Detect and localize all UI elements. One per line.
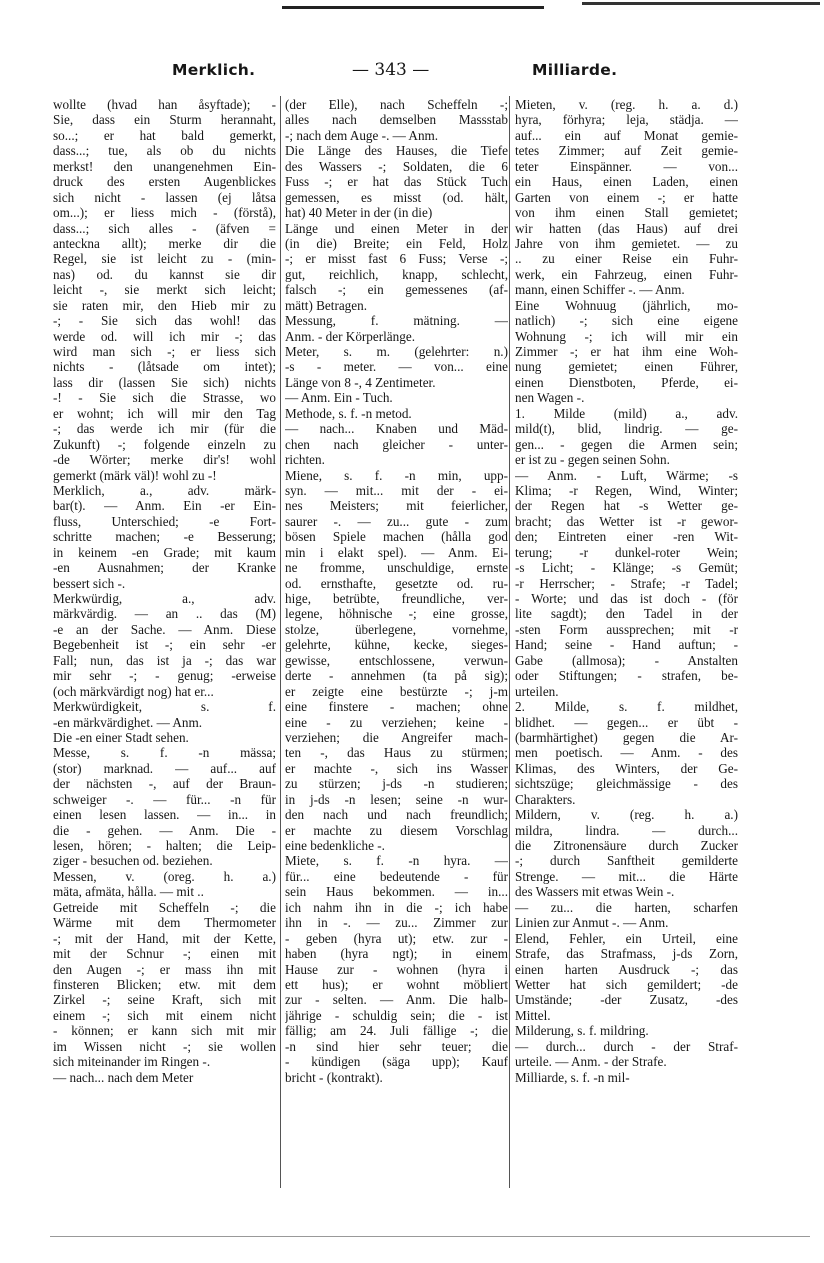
text-line: Die -en einer Stadt sehen.: [53, 729, 189, 745]
text-line: gen... - gegen die Armen sein;: [515, 436, 738, 452]
text-line: Meter, s. m. (gelehrter: n.): [285, 344, 508, 359]
text-line: eine - zu verziehen; keine -: [285, 714, 508, 730]
text-line: Mildern, v. (reg. h. a.): [515, 807, 738, 823]
text-line: in j-ds -n lesen; seine -n wur-: [285, 791, 508, 807]
text-line: Mittel.: [515, 1007, 551, 1023]
text-line: Begebenheit ist -; ein sehr -er: [53, 637, 276, 653]
text-line: -! - Sie sich die Strasse, wo: [53, 390, 276, 406]
text-line: zur - selten. — Anm. Die halb-: [285, 992, 508, 1008]
text-line: einem -; sich mit einem nicht: [53, 1007, 276, 1023]
text-line: nes Meisters; mit feierlicher,: [285, 498, 508, 514]
text-line: -s - meter. — von... eine: [285, 359, 508, 375]
text-column-middle: [285, 97, 508, 1182]
text-line: fällig; am 24. Juli fällige -; die: [285, 1023, 508, 1039]
text-line: Messen, v. (oreg. h. a.): [53, 868, 276, 884]
text-line: auf... ein auf Monat gemie-: [515, 127, 738, 143]
top-decorative-rule: [282, 6, 544, 9]
text-line: - geben (hyra ut); etw. zur -: [285, 930, 508, 946]
text-line: des Wassers -; Soldaten, die 6: [285, 158, 508, 174]
text-line: einen lesen lassen. — in... in: [53, 807, 276, 823]
text-line: sie raten mir, den Hieb mir zu: [53, 297, 276, 313]
text-line: derte - annehmen (ta på sig);: [285, 668, 508, 684]
text-line: mäta, afmäta, hålla. — mit ..: [53, 884, 204, 900]
text-line: od. ernsthafte, gesetzte od. ru-: [285, 575, 508, 591]
text-line: .. zu einer Reise ein Fuhr-: [515, 251, 738, 267]
text-line: Klima; -r Regen, Wind, Winter;: [515, 482, 738, 498]
text-line: im Wissen nicht -; sie wollen: [53, 1038, 276, 1054]
text-line: bösen Spiele machen (hålla god: [285, 529, 508, 545]
text-line: wird man sich -; er liess sich: [53, 344, 276, 359]
text-line: gelehrte, kühne, kecke, sieges-: [285, 637, 508, 653]
text-line: Eine Wohnuug (jährlich, mo-: [515, 297, 738, 313]
text-line: -; - Sie sich das wohl! das: [53, 313, 276, 329]
text-line: merkst! den unangenehmen Ein-: [53, 158, 276, 174]
text-line: richten.: [285, 452, 325, 468]
text-line: Strafe, das Strafmass, j-ds Zorn,: [515, 946, 738, 962]
text-line: Miene, s. f. -n min, upp-: [285, 467, 508, 483]
text-line: Umstände; -der Zusatz, -des: [515, 992, 738, 1008]
text-line: er ist zu - gegen seinen Sohn.: [515, 452, 670, 468]
text-line: mit der Schnur -; einen mit: [53, 946, 276, 962]
text-line: für... eine bedeutende - für: [285, 868, 508, 884]
text-line: wollte (hvad han åsyftade); -: [53, 97, 276, 112]
text-line: Länge von 8 -, 4 Zentimeter.: [285, 374, 436, 390]
text-line: chen nach gleicher - unter-: [285, 436, 508, 452]
text-line: in keinem -en Grade; mit kaum: [53, 544, 276, 560]
text-line: hige, betrübte, freundliche, ver-: [285, 591, 508, 606]
column-divider-2: [509, 96, 510, 1188]
text-line: gemerkt (märk väl)! wohl zu -!: [53, 467, 217, 483]
text-line: bricht - (kontrakt).: [285, 1069, 383, 1085]
text-line: Hand; seine - Hand auftun; -: [515, 637, 738, 653]
text-line: so...; er hat bald gemerkt,: [53, 127, 276, 143]
text-line: Messe, s. f. -n mässa;: [53, 745, 276, 761]
text-line: werk, ein Fahrzeug, einen Fuhr-: [515, 266, 738, 282]
text-line: anteckna allt); merke dir die: [53, 235, 276, 251]
text-line: schritte machen; -e Besserung;: [53, 529, 276, 545]
text-line: -sten Form aussprechen; mit -r: [515, 621, 738, 637]
text-line: (stor) marknad. — auf... auf: [53, 760, 276, 776]
text-line: (in die) Breite; ein Feld, Holz: [285, 235, 508, 251]
text-line: -en märkvärdighet. — Anm.: [53, 714, 203, 730]
header-right-catchword: Milliarde.: [532, 61, 618, 79]
text-line: oder Stiftungen; - strafen, be-: [515, 668, 738, 684]
text-line: die Zitronensäure durch Zucker: [515, 838, 738, 853]
text-line: Charakters.: [515, 791, 576, 807]
text-line: Sie, dass ein Sturm herannaht,: [53, 112, 276, 128]
text-line: finsteren Blicken; etw. mit dem: [53, 976, 276, 992]
text-line: er machte -, sich ins Wasser: [285, 760, 508, 776]
text-line: tetes Zimmer; auf Zeit gemie-: [515, 143, 738, 159]
text-line: nen Wagen -.: [515, 390, 585, 406]
text-line: Merklich, a., adv. märk-: [53, 482, 276, 498]
text-line: Fall; nun, das ist ja -; das war: [53, 652, 276, 668]
text-line: -en Ausnahmen; der Kranke: [53, 560, 276, 576]
text-line: natlich) -; sich eine eigene: [515, 313, 738, 329]
text-line: mir sehr -; - genug; -erweise: [53, 668, 276, 684]
text-line: Wärme mit dem Thermometer: [53, 915, 276, 931]
text-line: märkvärdig. — an .. das (M): [53, 606, 276, 622]
text-column-left: [53, 97, 276, 1182]
text-line: min i elakt spel). — Anm. Ei-: [285, 544, 508, 560]
text-line: mätt) Betragen.: [285, 297, 368, 313]
text-line: syn. — mit... mit der - ei-: [285, 482, 508, 498]
text-line: - Worte; und das ist doch - (för: [515, 591, 738, 606]
text-line: -s Licht; - Klänge; -s Gemüt;: [515, 560, 738, 576]
page-header: [50, 58, 790, 82]
text-line: -; er misst fast 6 Fuss; Verse -;: [285, 251, 508, 267]
text-line: haben (hyra ngt); in einem: [285, 946, 508, 962]
text-line: bracht; das Wetter ist -r gewor-: [515, 513, 738, 529]
text-line: der Regen hat -s Wetter ge-: [515, 498, 738, 514]
text-line: mild(t), blid, lindrig. — ge-: [515, 421, 738, 437]
text-line: Garten von einem -; er hatte: [515, 189, 738, 205]
text-line: gemessen, es misst (od. hält,: [285, 189, 508, 205]
text-line: jährige - schuldig sein; die - ist: [285, 1007, 508, 1023]
text-line: -; mit der Hand, mit der Kette,: [53, 930, 276, 946]
text-line: Zimmer -; er hat ihm eine Woh-: [515, 344, 738, 359]
page-number: — 343 —: [352, 60, 430, 80]
text-column-right: [515, 97, 738, 1182]
bottom-rule: [50, 1236, 810, 1237]
text-line: dass...; sich alles - (äfven =: [53, 220, 276, 236]
text-line: -e an der Sache. — Anm. Diese: [53, 621, 276, 637]
text-line: dass...; tue, als ob du nichts: [53, 143, 276, 159]
text-line: die - gehen. — Anm. Die -: [53, 822, 276, 838]
text-line: einen harten Ausdruck -; das: [515, 961, 738, 977]
text-line: -n sind hier sehr teuer; die: [285, 1038, 508, 1054]
text-line: terung; -r dunkel-roter Wein;: [515, 544, 738, 560]
text-line: Klimas, des Winters, der Ge-: [515, 760, 738, 776]
text-line: Zirkel -; seine Kraft, sich mit: [53, 992, 276, 1008]
text-line: 1. Milde (mild) a., adv.: [515, 405, 738, 421]
text-line: -; durch Sanftheit gemilderte: [515, 853, 738, 869]
text-line: legene, höhnische -; eine grosse,: [285, 606, 508, 622]
text-line: Linien zur Anmut -. — Anm.: [515, 915, 669, 931]
text-line: (och märkvärdigt nog) hat er...: [53, 683, 214, 699]
text-line: Gabe (allmosa); - Anstalten: [515, 652, 738, 668]
text-line: bessert sich -.: [53, 575, 126, 591]
text-line: lesen, hören; - halten; die Leip-: [53, 838, 276, 853]
text-line: Milderung, s. f. mildring.: [515, 1023, 649, 1039]
text-line: sichtszüge; gleichmässige - des: [515, 776, 738, 792]
text-line: Wetter hat sich gemildert; -de: [515, 976, 738, 992]
text-line: ich nahm ihn in die -; ich habe: [285, 899, 508, 915]
text-line: er wohnt; ich will mir den Tag: [53, 405, 276, 421]
top-decorative-rule-right: [582, 2, 820, 5]
text-line: eine bedenkliche -.: [285, 838, 385, 853]
text-line: — Anm. Ein - Tuch.: [285, 390, 393, 406]
text-line: des Wassers mit etwas Wein -.: [515, 884, 675, 900]
text-line: Zukunft) -; folgende einzeln zu: [53, 436, 276, 452]
text-line: Merkwürdigkeit, s. f.: [53, 699, 276, 715]
text-line: alles nach demselben Massstab: [285, 112, 508, 128]
text-line: sich nicht - lassen (ej låtsa: [53, 189, 276, 205]
text-line: blidhet. — gegen... er übt -: [515, 714, 738, 730]
text-line: (der Elle), nach Scheffeln -;: [285, 97, 508, 112]
text-line: Getreide mit Scheffeln -; die: [53, 899, 276, 915]
text-line: wir hatten (das Haus) auf drei: [515, 220, 738, 236]
text-line: — nach... Knaben und Mäd-: [285, 421, 508, 437]
text-line: einen Dienstboten, Pferde, ei-: [515, 374, 738, 390]
text-line: den Augen -; er mass ihn mit: [53, 961, 276, 977]
text-line: (barmhärtighet) gegen die Ar-: [515, 729, 738, 745]
text-line: 2. Milde, s. f. mildhet,: [515, 699, 738, 715]
text-line: teter Einspänner. — von...: [515, 158, 738, 174]
text-line: — durch... durch - der Straf-: [515, 1038, 738, 1054]
text-line: zu stürzen; j-ds -n studieren;: [285, 776, 508, 792]
text-line: Wohnung -; ich will mir ein: [515, 328, 738, 344]
text-line: Mieten, v. (reg. h. a. d.): [515, 97, 738, 112]
text-line: Länge und einen Meter in der: [285, 220, 508, 236]
text-line: stolze, überlegene, vornehme,: [285, 621, 508, 637]
text-line: Anm. - der Körperlänge.: [285, 328, 415, 344]
text-line: Hause zur - wohnen (hyra i: [285, 961, 508, 977]
text-line: Strenge. — mit... die Härte: [515, 868, 738, 884]
text-line: hyra, förhyra; leja, städja. —: [515, 112, 738, 128]
text-line: Methode, s. f. -n metod.: [285, 405, 412, 421]
text-line: nung gemietet; einen Führer,: [515, 359, 738, 375]
text-line: den; Eintreten einer -ren Wit-: [515, 529, 738, 545]
text-line: Merkwürdig, a., adv.: [53, 591, 276, 606]
text-line: lass dir (lassen Sie sich) nichts: [53, 374, 276, 390]
text-line: Die Länge des Hauses, die Tiefe: [285, 143, 508, 159]
text-line: Regel, sie ist leicht zu - (min-: [53, 251, 276, 267]
column-divider-1: [280, 96, 281, 1188]
text-line: leicht -, sie merkt sich leicht;: [53, 282, 276, 298]
text-line: den nach und nach freundlich;: [285, 807, 508, 823]
text-line: der nächsten -, auf der Braun-: [53, 776, 276, 792]
text-line: hat) 40 Meter in der (in die): [285, 205, 433, 221]
text-line: Jahre von ihm gemietet. — zu: [515, 235, 738, 251]
text-line: saurer -. — zu... gute - zum: [285, 513, 508, 529]
text-line: von ihm einen Stall gemietet;: [515, 205, 738, 221]
text-line: om...); er liess mich - (förstå),: [53, 205, 276, 221]
text-line: mann, einen Schiffer -. — Anm.: [515, 282, 685, 298]
text-line: -de Wörter; merke dir's! wohl: [53, 452, 276, 468]
text-line: — nach... nach dem Meter: [53, 1069, 194, 1085]
text-line: -r Herrscher; - Strafe; -r Tadel;: [515, 575, 738, 591]
text-line: ten -, das Haus zu stürmen;: [285, 745, 508, 761]
text-line: -; das werde ich mir (für die: [53, 421, 276, 437]
text-line: sein Haus bekommen. — in...: [285, 884, 508, 900]
text-line: fluss, Unterschied; -e Fort-: [53, 513, 276, 529]
text-line: werde od. will ich mir -; das: [53, 328, 276, 344]
text-line: gut, reichlich, knapp, schlecht,: [285, 266, 508, 282]
text-line: mildra, lindra. — durch...: [515, 822, 738, 838]
text-line: ziger - besuchen od. beziehen.: [53, 853, 213, 869]
text-line: verziehen; die Angreifer mach-: [285, 729, 508, 745]
header-left-catchword: Merklich.: [172, 61, 256, 79]
text-line: druck des ersten Augenblickes: [53, 174, 276, 190]
text-line: Messung, f. mätning. —: [285, 313, 508, 329]
text-line: — Anm. - Luft, Wärme; -s: [515, 467, 738, 483]
text-line: — zu... die harten, scharfen: [515, 899, 738, 915]
text-line: - kündigen (säga upp); Kauf: [285, 1054, 508, 1070]
text-line: gewisse, entschlossene, verwun-: [285, 652, 508, 668]
text-line: eine finstere - machen; ohne: [285, 699, 508, 715]
text-line: bar(t). — Anm. Ein -er Ein-: [53, 498, 276, 514]
text-line: nichts - (låtsade om intet);: [53, 359, 276, 375]
text-line: Fuss -; er hat das Stück Tuch: [285, 174, 508, 190]
text-line: nas) od. du kannst sie dir: [53, 266, 276, 282]
text-line: Miete, s. f. -n hyra. —: [285, 853, 508, 869]
text-line: schweiger -. — für... -n für: [53, 791, 276, 807]
text-line: men poetisch. — Anm. - des: [515, 745, 738, 761]
text-line: urteilen.: [515, 683, 559, 699]
text-line: -; nach dem Auge -. — Anm.: [285, 127, 439, 143]
text-line: ihn in -. — zu... Zimmer zur: [285, 915, 508, 931]
text-line: - können; er kann sich mit mir: [53, 1023, 276, 1039]
text-line: lite sagdt); den Tadel in der: [515, 606, 738, 622]
text-line: er zeigte eine bestürzte -; j-m: [285, 683, 508, 699]
text-line: falsch -; ein gemessenes (af-: [285, 282, 508, 298]
text-line: ett hus); er wohnt möbliert: [285, 976, 508, 992]
text-line: er machte zu diesem Vorschlag: [285, 822, 508, 838]
text-line: Elend, Fehler, ein Urteil, eine: [515, 930, 738, 946]
text-line: ne fromme, unschuldige, ernste: [285, 560, 508, 576]
text-line: Milliarde, s. f. -n mil-: [515, 1069, 630, 1085]
text-line: ein Haus, einen Laden, einen: [515, 174, 738, 190]
text-line: urteile. — Anm. - der Strafe.: [515, 1054, 667, 1070]
text-line: sich miteinander im Ringen -.: [53, 1054, 211, 1070]
